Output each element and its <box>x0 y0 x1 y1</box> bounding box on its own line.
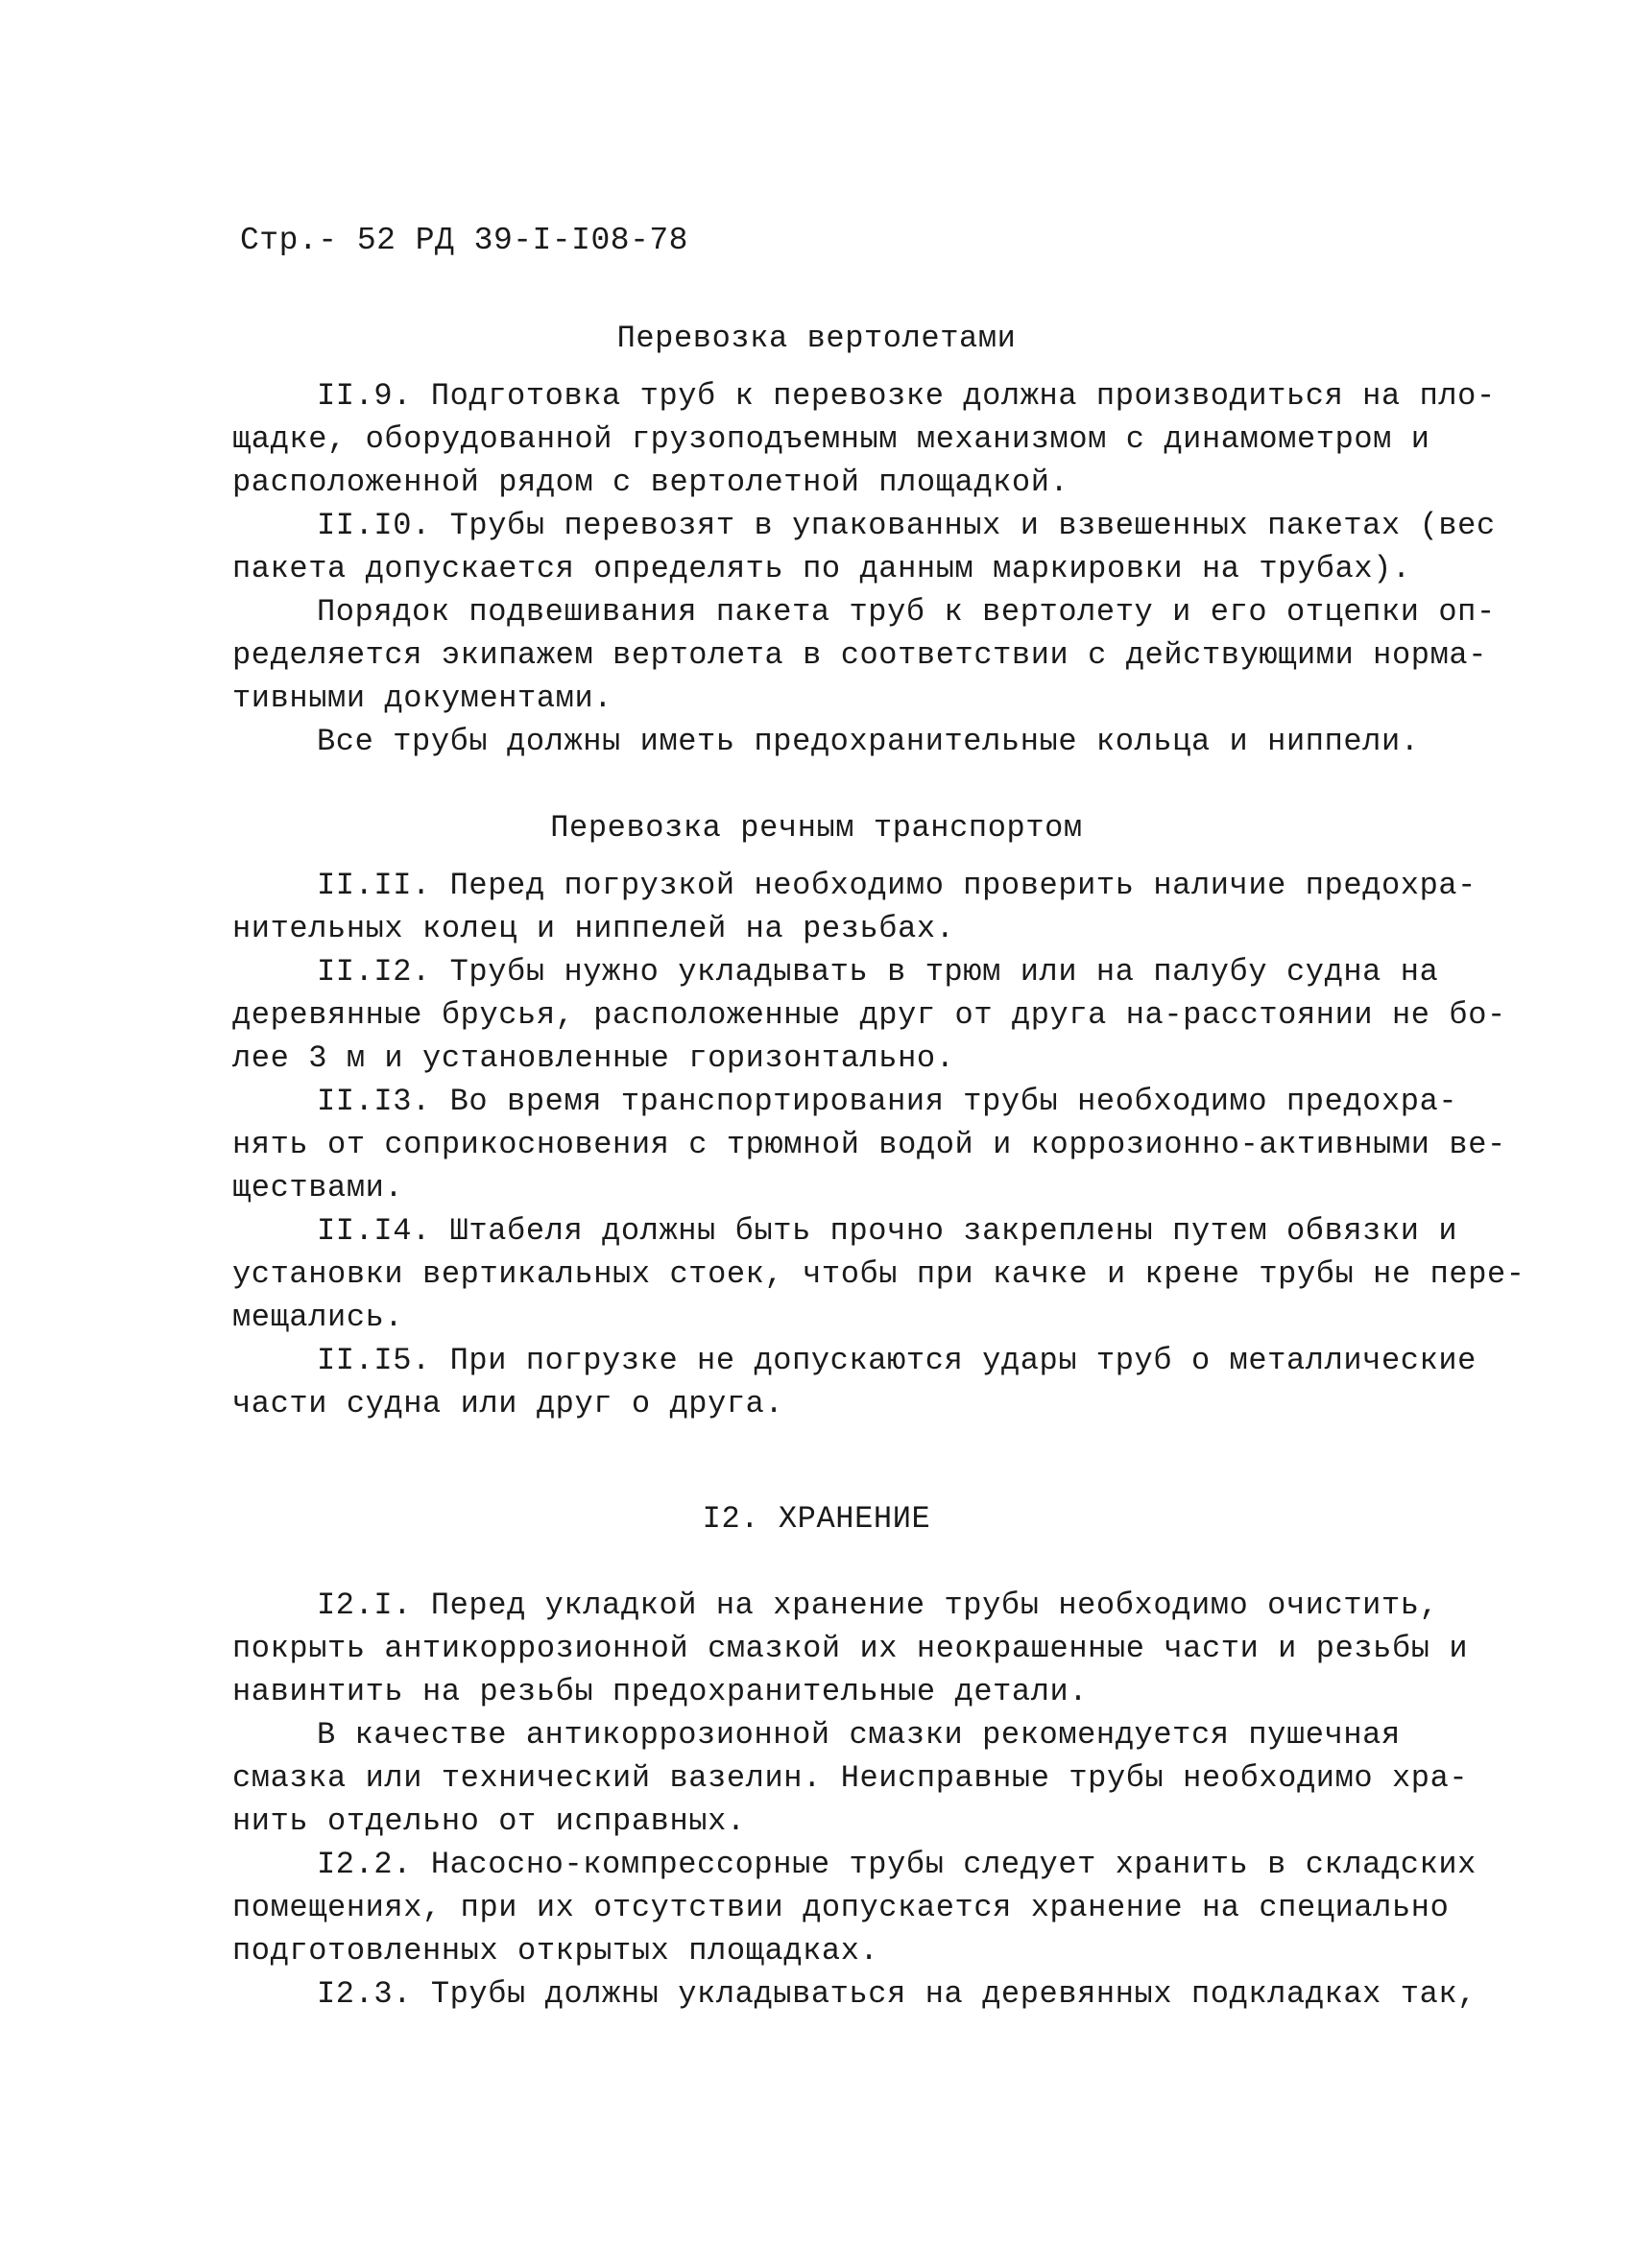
paragraph-line: I2.3. Трубы должны укладываться на деревянных подкладках так, <box>317 1976 1477 2012</box>
paragraph-line: части судна или друг о друга. <box>232 1386 784 1421</box>
paragraph-line: II.I2. Трубы нужно укладывать в трюм или на палубу судна на <box>317 954 1439 990</box>
paragraph-line: деревянные брусья, расположенные друг от друга на-расстоянии не бо- <box>232 997 1506 1033</box>
section-title-helicopter: Перевозка вертолетами <box>616 321 1017 356</box>
paragraph-line: нительных колец и ниппелей на резьбах. <box>232 911 955 946</box>
paragraph-line: II.9. Подготовка труб к перевозке должна производиться на пло- <box>317 378 1496 414</box>
paragraph-line: I2.2. Насосно-компрессорные трубы следует хранить в складских <box>317 1847 1477 1882</box>
paragraph-line: II.II. Перед погрузкой необходимо проверить наличие предохра- <box>317 868 1477 903</box>
paragraph-line: смазка или технический вазелин. Неисправные трубы необходимо хра- <box>232 1760 1469 1796</box>
paragraph-line: Все трубы должны иметь предохранительные кольца и ниппели. <box>317 724 1420 759</box>
paragraph-line: щадке, оборудованной грузоподъемным механизмом с динамометром и <box>232 421 1430 457</box>
paragraph-line: помещениях, при их отсутствии допускается хранение на специально <box>232 1890 1450 1925</box>
paragraph-line: тивными документами. <box>232 680 613 716</box>
paragraph-line: навинтить на резьбы предохранительные детали. <box>232 1674 1089 1709</box>
page-header: Стр.- 52 РД 39-I-I08-78 <box>240 223 688 258</box>
paragraph-line: мещались. <box>232 1300 404 1335</box>
paragraph-line: II.I3. Во время транспортирования трубы необходимо предохра- <box>317 1084 1458 1119</box>
paragraph-line: Порядок подвешивания пакета труб к вертолету и его отцепки оп- <box>317 594 1496 630</box>
section-title-river: Перевозка речным транспортом <box>550 810 1083 846</box>
paragraph-line: нить отдельно от исправных. <box>232 1803 746 1839</box>
paragraph-line: пакета допускается определять по данным маркировки на трубах). <box>232 551 1411 586</box>
paragraph-line: II.I4. Штабеля должны быть прочно закреплены путем обвязки и <box>317 1213 1458 1249</box>
paragraph-line: II.I0. Трубы перевозят в упакованных и взвешенных пакетах (вес <box>317 508 1496 543</box>
section-title-storage: I2. ХРАНЕНИЕ <box>702 1501 931 1537</box>
paragraph-line: I2.I. Перед укладкой на хранение трубы необходимо очистить, <box>317 1588 1439 1623</box>
paragraph-line: установки вертикальных стоек, чтобы при качке и крене трубы не пере- <box>232 1256 1525 1292</box>
paragraph-line: расположенной рядом с вертолетной площадкой. <box>232 465 1069 500</box>
paragraph-line: покрыть антикоррозионной смазкой их неокрашенные части и резьбы и <box>232 1631 1469 1666</box>
paragraph-line: ществами. <box>232 1170 404 1206</box>
paragraph-line: лее 3 м и установленные горизонтально. <box>232 1040 955 1076</box>
paragraph-line: нять от соприкосновения с трюмной водой и коррозионно-активными ве- <box>232 1127 1506 1162</box>
paragraph-line: ределяется экипажем вертолета в соответствии с действующими норма- <box>232 637 1488 673</box>
paragraph-line: подготовленных открытых площадках. <box>232 1933 879 1969</box>
paragraph-line: В качестве антикоррозионной смазки рекомендуется пушечная <box>317 1717 1401 1753</box>
paragraph-line: II.I5. При погрузке не допускаются удары труб о металлические <box>317 1343 1477 1378</box>
